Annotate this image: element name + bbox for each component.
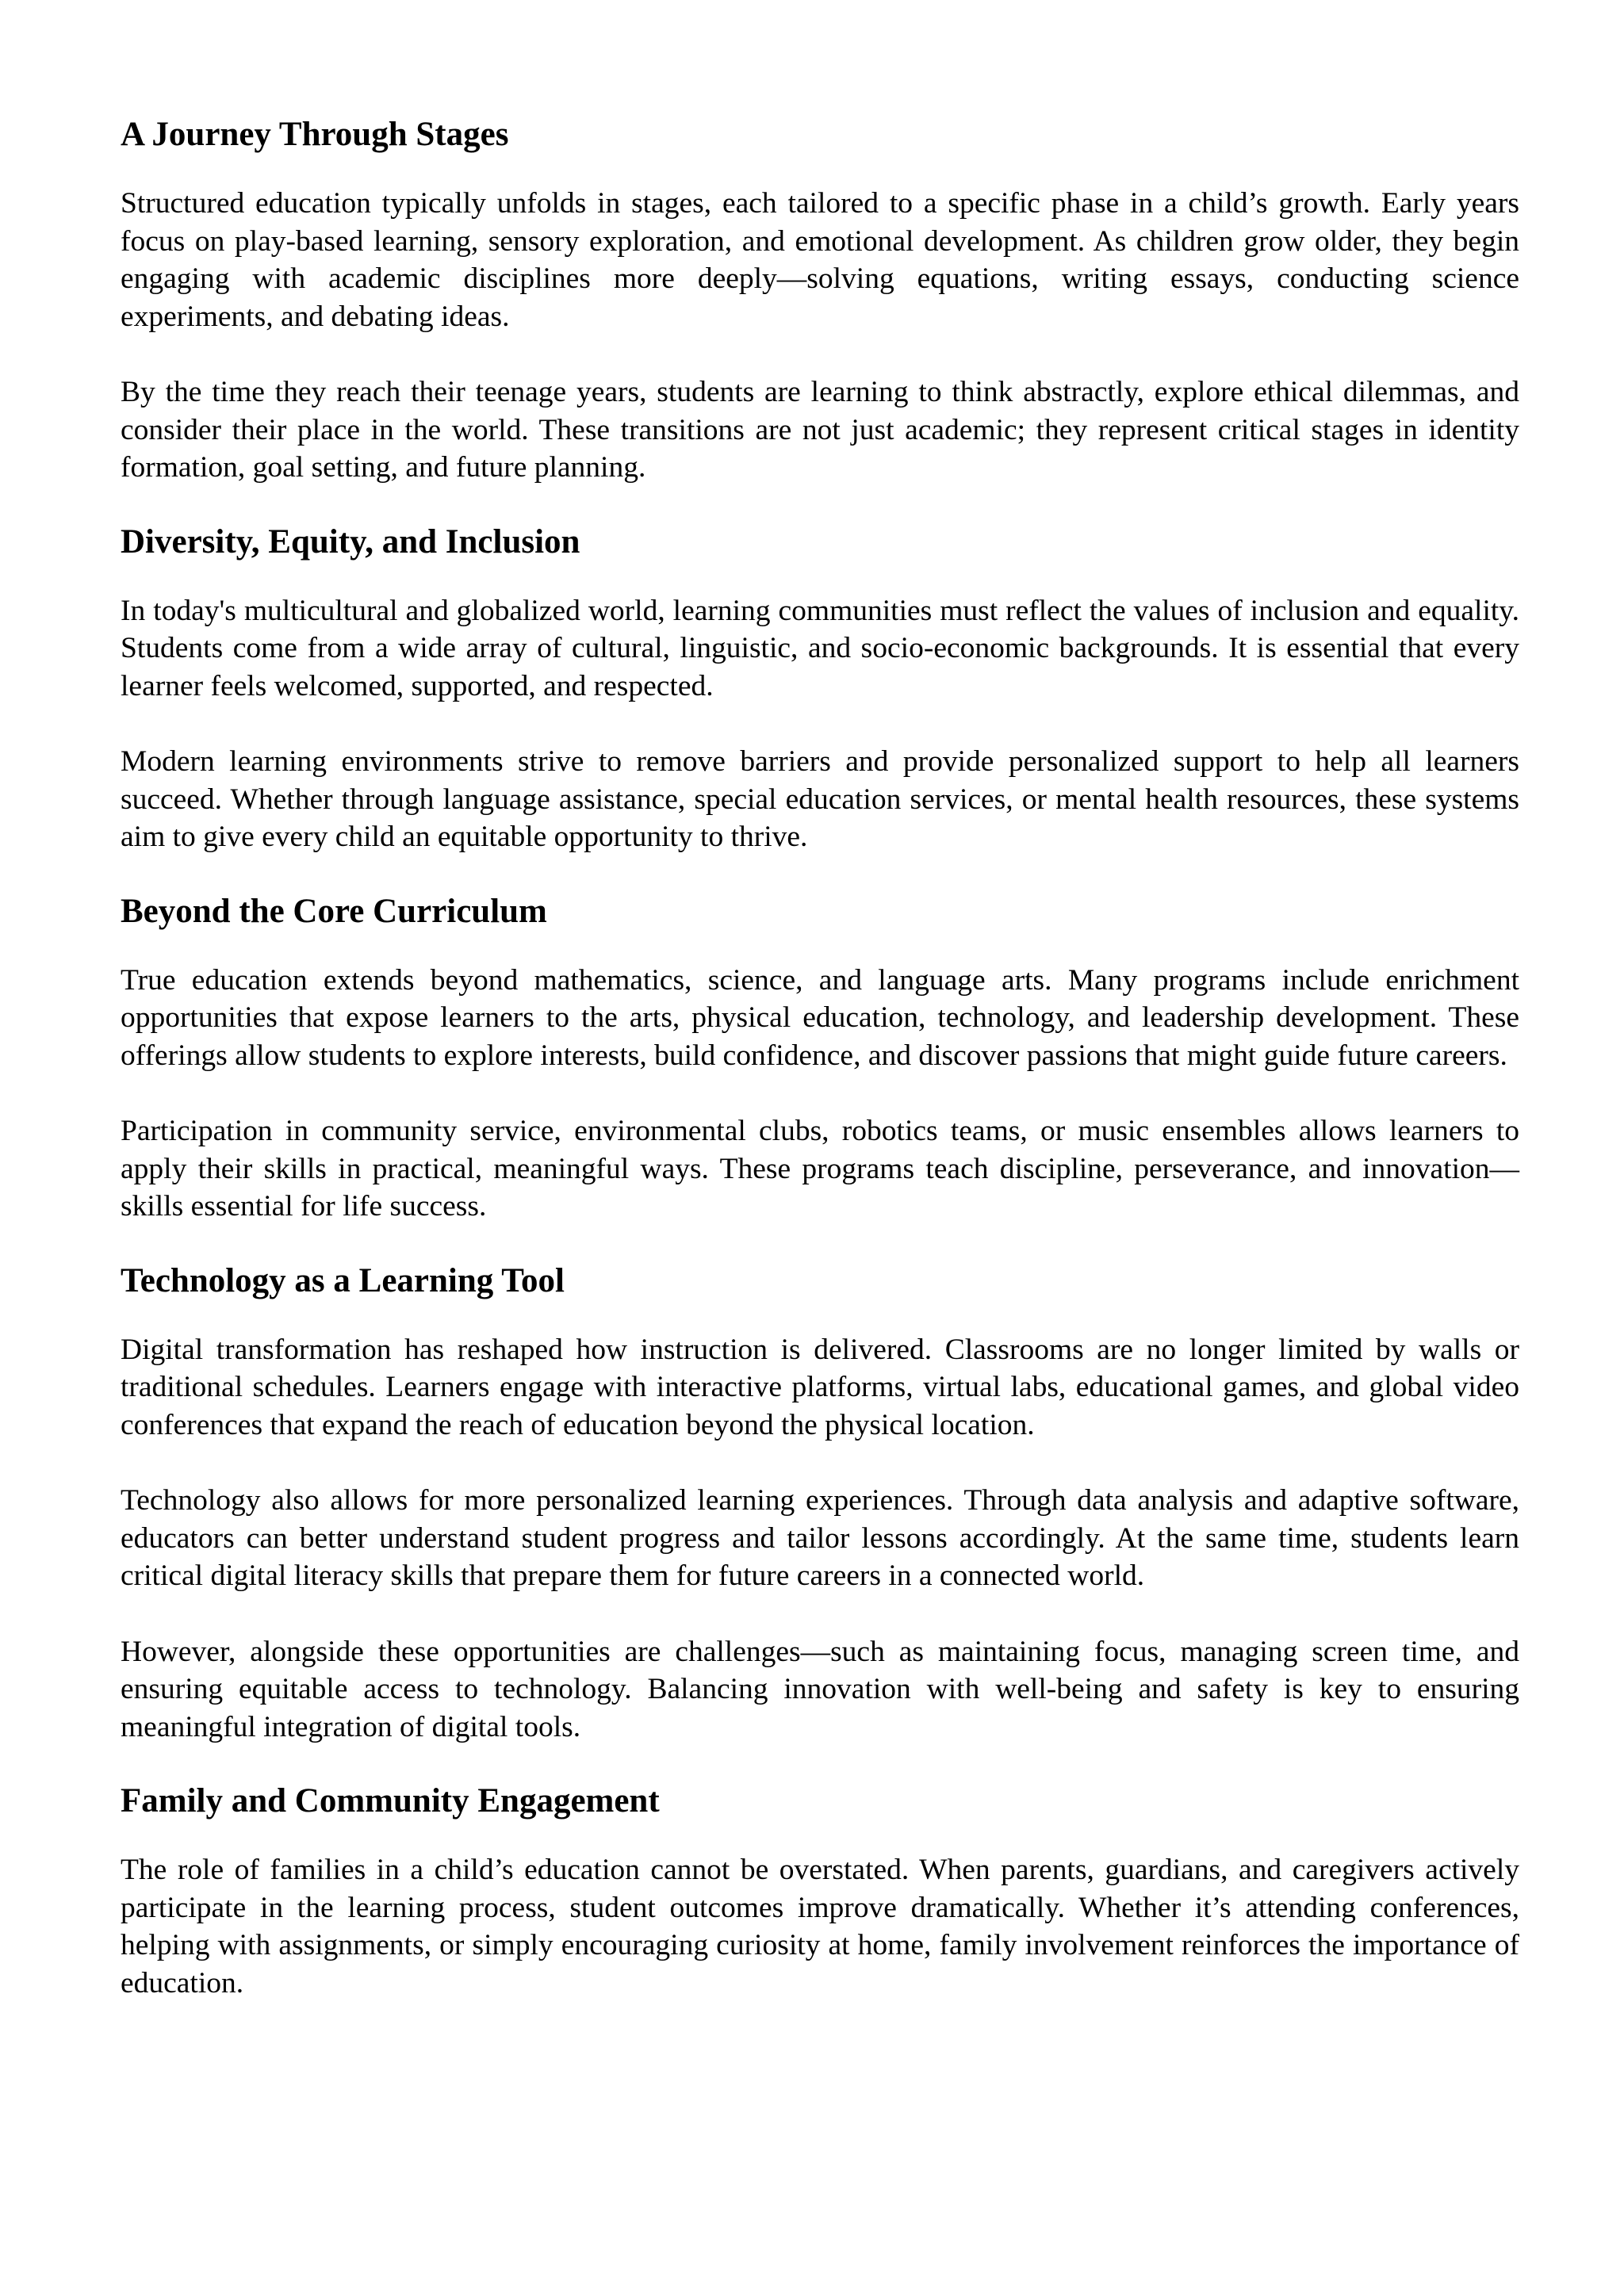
section-heading-beyond-core-curriculum: Beyond the Core Curriculum	[121, 892, 547, 930]
paragraph: Technology also allows for more personalized learning experiences. Through data analysis and adaptive software, educators can better understand student progress and tailor lessons accordingly. At the same time, students learn critical digital literacy skills that prepare them for future careers in a connected world.	[121, 1484, 1519, 1592]
paragraph: By the time they reach their teenage years, students are learning to think abstractly, explore ethical dilemmas, and consider their place in the world. These transitions are not just academic; they represent critical stages in identity formation, goal setting, and future planning.	[121, 376, 1519, 484]
paragraph: Modern learning environments strive to remove barriers and provide personalized support to help all learners succeed. Whether through language assistance, special education services, or mental health resources, these systems aim to give every child an equitable opportunity to thrive.	[121, 745, 1519, 853]
paragraph: True education extends beyond mathematics, science, and language arts. Many programs include enrichment opportunities that expose learners to the arts, physical education, technology, and leadership development. These offerings allow students to explore interests, build confidence, and discover passions that might guide future careers.	[121, 963, 1519, 1072]
paragraph: Structured education typically unfolds in stages, each tailored to a specific phase in a child’s growth. Early years focus on play-based learning, sensory exploration, and emotional development. As children grow older, they begin engaging with academic disciplines more deeply—solving equations, writing essays, conducting science experiments, and debating ideas.	[121, 187, 1519, 333]
section-heading-diversity-equity-inclusion: Diversity, Equity, and Inclusion	[121, 522, 580, 561]
paragraph: The role of families in a child’s education cannot be overstated. When parents, guardians, and caregivers actively participate in the learning process, student outcomes improve dramatically. Whether it’s attending conferences, helping with assignments, or simply encouraging curiosity at home, family involvement reinforces the importance of education.	[121, 1854, 1519, 1999]
paragraph: Digital transformation has reshaped how instruction is delivered. Classrooms are no longer limited by walls or traditional schedules. Learners engage with interactive platforms, virtual labs, educational games, and global video conferences that expand the reach of education beyond the physical location.	[121, 1333, 1519, 1441]
paragraph: Participation in community service, environmental clubs, robotics teams, or music ensembles allows learners to apply their skills in practical, meaningful ways. These programs teach discipline, perseverance, and innovation—skills essential for life success.	[121, 1115, 1519, 1223]
document-page	[121, 113, 1519, 2002]
paragraph: However, alongside these opportunities are challenges—such as maintaining focus, managing screen time, and ensuring equitable access to technology. Balancing innovation with well-being and safety is key to ensuring meaningful integration of digital tools.	[121, 1635, 1519, 1743]
paragraph: In today's multicultural and globalized world, learning communities must reflect the values of inclusion and equality. Students come from a wide array of cultural, linguistic, and socio-economic backgrounds. It is essential that every learner feels welcomed, supported, and respected.	[121, 594, 1519, 702]
section-heading-family-community-engagement: Family and Community Engagement	[121, 1782, 660, 1820]
section-heading-journey-through-stages: A Journey Through Stages	[121, 116, 509, 153]
section-heading-technology-learning-tool: Technology as a Learning Tool	[121, 1261, 565, 1299]
